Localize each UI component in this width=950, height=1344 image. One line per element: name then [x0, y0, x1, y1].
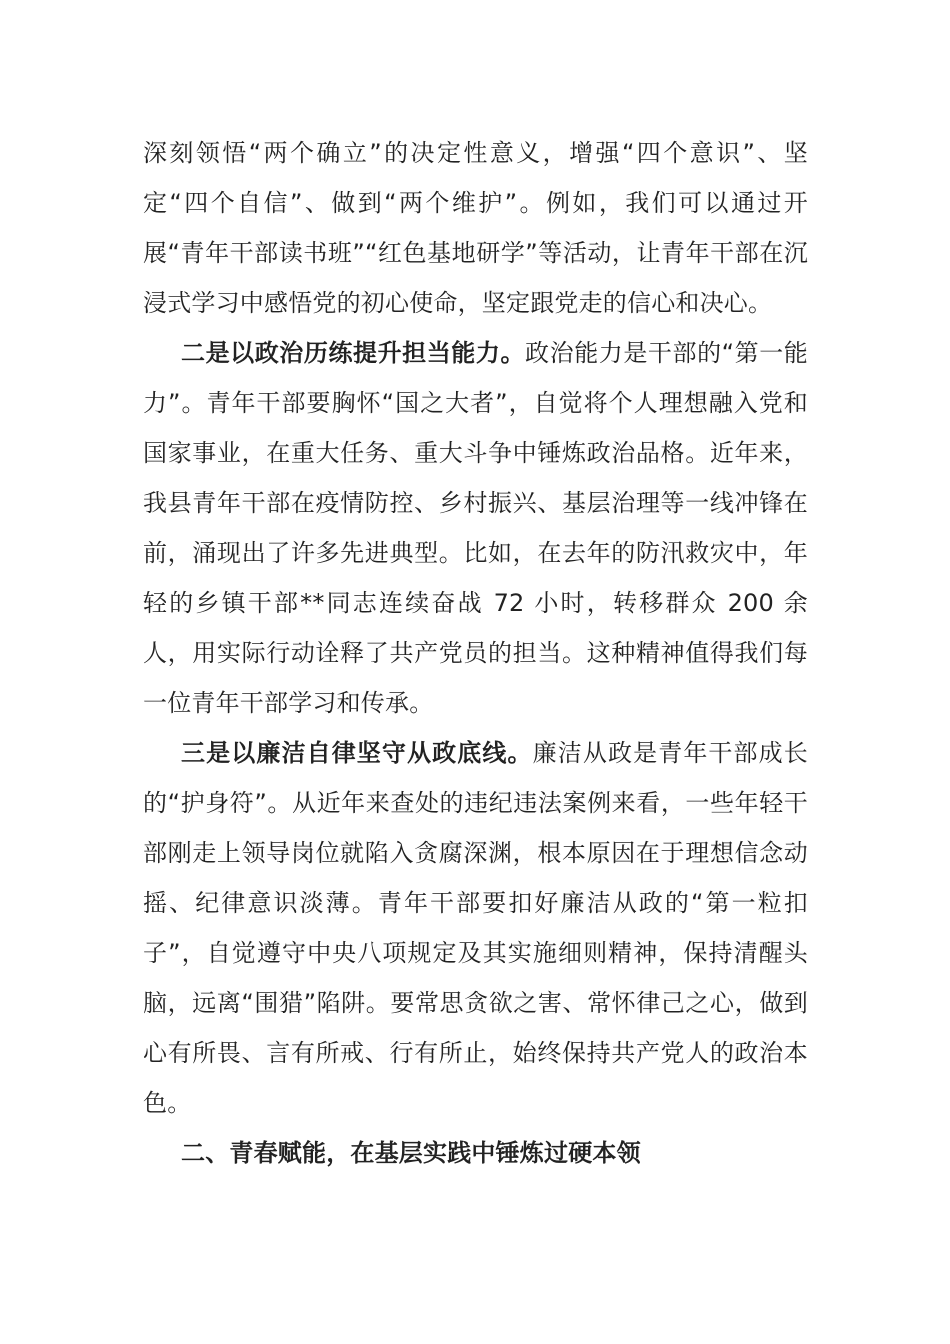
paragraph-lead: 三是以廉洁自律坚守从政底线。 [181, 739, 533, 767]
paragraph-text: 政治能力是干部的“第一能力”。青年干部要胸怀“国之大者”，自觉将个人理想融入党和国家事业，在重大任务、重大斗争中锤炼政治品格。近年来，我县青年干部在疫情防控、乡村振兴、基层治理等一线冲锋在前，涌现出了许多先进典型。比如，在去年的防汛救灾中，年轻的乡镇干部**同志连续奋战 72 小时，转移群众 200 余人，用实际行动诠释了共产党员的担当。这种精神值得我们每一位青年干部学习和传承。 [143, 339, 808, 717]
document-page [143, 128, 808, 1178]
paragraph-text: 深刻领悟“两个确立”的决定性意义，增强“四个意识”、坚定“四个自信”、做到“两个维护”。例如，我们可以通过开展“青年干部读书班”“红色基地研学”等活动，让青年干部在沉浸式学习中感悟党的初心使命，坚定跟党走的信心和决心。 [143, 139, 808, 317]
paragraph-text: 廉洁从政是青年干部成长的“护身符”。从近年来查处的违纪违法案例来看，一些年轻干部刚走上领导岗位就陷入贪腐深渊，根本原因在于理想信念动摇、纪律意识淡薄。青年干部要扣好廉洁从政的“第一粒扣子”，自觉遵守中央八项规定及其实施细则精神，保持清醒头脑，远离“围猎”陷阱。要常思贪欲之害、常怀律己之心，做到心有所畏、言有所戒、行有所止，始终保持共产党人的政治本色。 [143, 739, 808, 1117]
paragraph-continuation [143, 128, 808, 328]
paragraph-political-training [143, 328, 808, 728]
paragraph-lead: 二是以政治历练提升担当能力。 [181, 339, 526, 367]
section-heading: 二、青春赋能，在基层实践中锤炼过硬本领 [181, 1139, 641, 1167]
paragraph-integrity [143, 728, 808, 1128]
